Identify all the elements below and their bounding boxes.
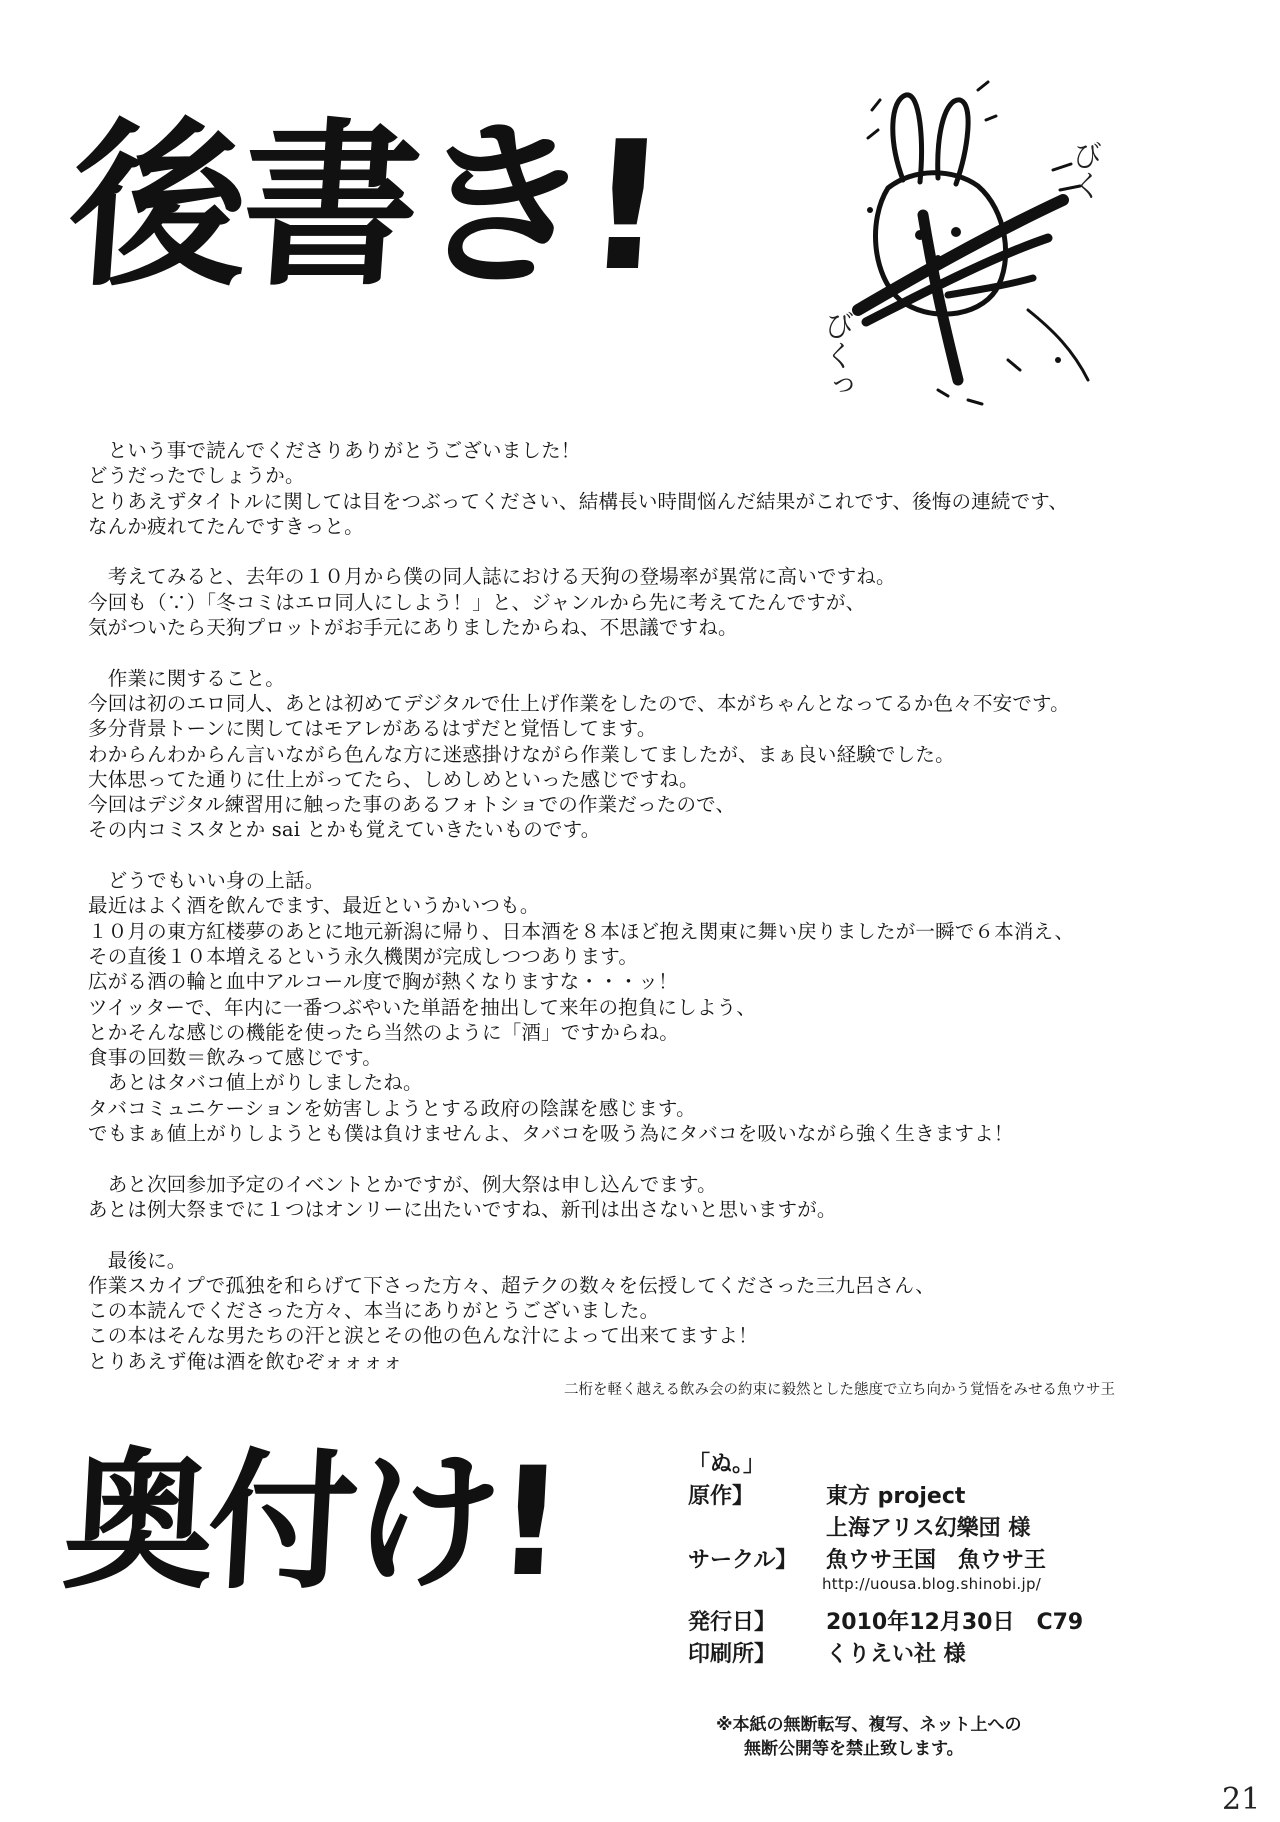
body-line: わからんわからん言いながら色んな方に迷惑掛けながら作業してましたが、まぁ良い経験でした。 (88, 742, 955, 766)
body-line (88, 640, 1208, 665)
body-line: 食事の回数＝飲みって感じです。 (88, 1046, 382, 1070)
notice-line-2: 無断公開等を禁止致します。 (744, 1739, 964, 1759)
body-line: とりあえず俺は酒を飲むぞォォォォ (88, 1349, 403, 1373)
date-row (688, 1605, 1158, 1637)
circle-label: サークル】 (688, 1548, 798, 1573)
original-row-2 (688, 1511, 1158, 1543)
afterword-body (88, 438, 1208, 1374)
date-label: 発行日】 (688, 1610, 777, 1635)
book-title-row (688, 1447, 1158, 1479)
body-line: でもまぁ値上がりしようとも僕は負けませんよ、タバコを吸う為にタバコを吸いながら強く生きますよ！ (88, 1122, 1014, 1146)
body-line: ツイッターで、年内に一番つぶやいた単語を抽出して来年の抱負にしよう、 (88, 995, 757, 1019)
body-line: あとはタバコ値上がりしましたね。 (88, 1071, 423, 1095)
colophon-info (688, 1447, 1158, 1669)
printer-value: くりえい社 様 (826, 1642, 966, 1667)
body-line: あと次回参加予定のイベントとかですが、例大祭は申し込んでます。 (88, 1172, 717, 1196)
body-line: 多分背景トーンに関してはモアレがあるはずだと覚悟してます。 (88, 717, 657, 741)
body-line: 作業スカイプで孤独を和らげて下さった方々、超テクの数々を伝授してくださった三九呂さん、 (88, 1273, 935, 1297)
body-line: 大体思ってた通りに仕上がってたら、しめしめといった感じですね。 (88, 767, 699, 791)
body-line: あとは例大祭までに１つはオンリーに出たいですね、新刊は出さないと思いますが。 (88, 1197, 837, 1221)
body-line: 最近はよく酒を飲んでます、最近というかいつも。 (88, 894, 540, 918)
printer-row (688, 1637, 1158, 1669)
original-value: 東方 project (826, 1484, 966, 1509)
body-line: その直後１０本増えるという永久機関が完成しつつあります。 (88, 944, 639, 968)
body-line: 気がついたら天狗プロットがお手元にありましたからね、不思議ですね。 (88, 616, 738, 640)
date-value: 2010年12月30日 C79 (826, 1610, 1084, 1635)
page-number: 21 (1222, 1782, 1261, 1817)
notice-line-1: ※本紙の無断転写、複写、ネット上への (716, 1715, 1022, 1735)
circle-row (688, 1543, 1158, 1575)
book-title: 「ぬ。」 (688, 1452, 766, 1477)
sfx-left: びくっ (818, 310, 854, 400)
colophon-title: 奥付け! (59, 1436, 563, 1610)
body-line: １０月の東方紅楼夢のあとに地元新潟に帰り、日本酒を８本ほど抱え関東に舞い戻りましたが一瞬で６本消え、 (88, 919, 1075, 943)
body-line: 広がる酒の輪と血中アルコール度で胸が熱くなりますな・・・ッ！ (88, 970, 678, 994)
body-line: とりあえずタイトルに関しては目をつぶってください、結構長い時間悩んだ結果がこれです、後悔の連続です、 (88, 489, 1069, 513)
body-line: タバコミュニケーションを妨害しようとする政府の陰謀を感じます。 (88, 1096, 696, 1120)
body-line: この本はそんな男たちの汗と涙とその他の色んな汁によって出来てますよ！ (88, 1324, 758, 1348)
original-row (688, 1479, 1158, 1511)
original-value-2: 上海アリス幻樂団 様 (826, 1516, 1031, 1541)
body-line (88, 1146, 1208, 1171)
circle-value: 魚ウサ王国 魚ウサ王 (826, 1548, 1047, 1573)
author-caption: 二桁を軽く越える飲み会の約束に毅然とした態度で立ち向かう覚悟をみせる魚ウサ王 (564, 1382, 1115, 1398)
body-line (88, 843, 1208, 868)
bunny-doodle (818, 60, 1118, 430)
body-line: どうでもいい身の上話。 (88, 869, 325, 893)
body-line: その内コミスタとか sai とかも覚えていきたいものです。 (88, 818, 601, 842)
body-line: 考えてみると、去年の１０月から僕の同人誌における天狗の登場率が異常に高いですね。 (88, 565, 896, 589)
body-line: 今回も（∵）「冬コミはエロ同人にしよう！」と、ジャンルから先に考えてたんですが、 (88, 590, 866, 614)
afterword-title: 後書き! (62, 103, 669, 310)
body-line: 今回は初のエロ同人、あとは初めてデジタルで仕上げ作業をしたので、本がちゃんとなってるか色々不安です。 (88, 691, 1070, 715)
body-line (88, 1222, 1208, 1247)
body-line: 今回はデジタル練習用に触った事のあるフォトショでの作業だったので、 (88, 793, 736, 817)
body-line (88, 539, 1208, 564)
body-line: とかそんな感じの機能を使ったら当然のように「酒」ですからね。 (88, 1020, 680, 1044)
circle-url: http://uousa.blog.shinobi.jp/ (822, 1575, 1042, 1593)
printer-label: 印刷所】 (688, 1642, 777, 1667)
original-label: 原作】 (688, 1484, 755, 1509)
body-line: なんか疲れてたんですきっと。 (88, 514, 364, 538)
url-row (688, 1575, 1158, 1605)
body-line: という事で読んでくださりありがとうございました！ (88, 439, 581, 462)
sfx-right: びく (1066, 140, 1102, 200)
body-line: 最後に。 (88, 1248, 187, 1272)
body-line: この本読んでくださった方々、本当にありがとうございました。 (88, 1299, 660, 1323)
copyright-notice (716, 1713, 1146, 1761)
body-line: どうだったでしょうか。 (88, 464, 305, 488)
bunny-illustration (828, 60, 1118, 430)
body-line: 作業に関すること。 (88, 666, 286, 690)
